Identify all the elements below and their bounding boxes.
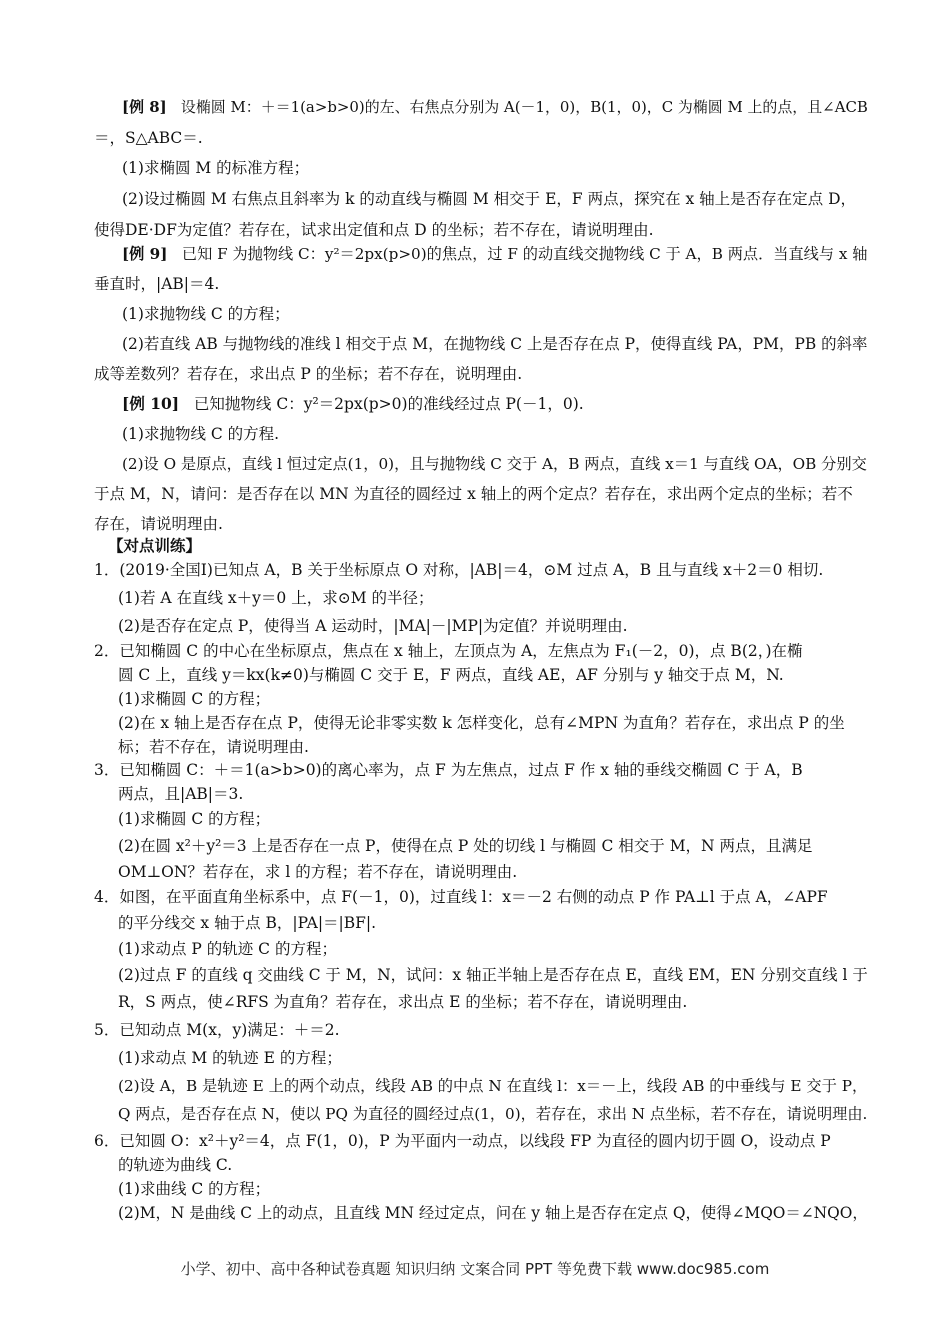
example-10-q1: (1)求抛物线 C 的方程. [122, 425, 280, 443]
problem-5-stem: 5．已知动点 M(x，y)满足：＋＝2. [94, 1021, 340, 1039]
example-10-q2-line-3: 存在，请说明理由. [94, 515, 223, 533]
problem-1-stem: 1．(2019·全国Ⅰ)已知点 A，B 关于坐标原点 O 对称，|AB|＝4，⊙M 过点 A，B 且与直线 x＋2＝0 相切. [94, 561, 824, 579]
problem-6-stem-line-2: 的轨迹为曲线 C. [118, 1156, 233, 1174]
example-9-line-2: 垂直时，|AB|＝4. [94, 275, 220, 293]
example-8-line-1 [122, 97, 868, 117]
example-8-text: 设椭圆 M：＋＝1(a>b>0)的左、右焦点分别为 A(－1，0)，B(1，0)，C 为椭圆 M 上的点，且∠ACB [180, 98, 868, 116]
problem-1-q2: (2)是否存在定点 P，使得当 A 运动时，|MA|－|MP|为定值？并说明理由. [118, 617, 628, 635]
problem-2-q2-line-2: 标；若不存在，请说明理由. [118, 738, 309, 756]
problem-5-q2-line-2: Q 两点，是否存在点 N，使以 PQ 为直径的圆经过点(1，0)，若存在，求出 N 点坐标，若不存在，请说明理由. [118, 1105, 868, 1123]
problem-4-q2-line-1: (2)过点 F 的直线 q 交曲线 C 于 M，N，试问：x 轴正半轴上是否存在点 E，直线 EM，EN 分别交直线 l 于 [118, 966, 868, 984]
example-9-q2-line-2: 成等差数列？若存在，求出点 P 的坐标；若不存在，说明理由. [94, 365, 523, 383]
problem-3-stem-line-1: 3．已知椭圆 C：＋＝1(a>b>0)的离心率为，点 F 为左焦点，过点 F 作 x 轴的垂线交椭圆 C 于 A，B [94, 761, 803, 779]
example-10-text: 已知抛物线 C：y²＝2px(p>0)的准线经过点 P(－1，0). [193, 395, 584, 413]
problem-5-q1: (1)求动点 M 的轨迹 E 的方程； [118, 1049, 342, 1067]
problem-1-q1: (1)若 A 在直线 x＋y＝0 上，求⊙M 的半径； [118, 589, 434, 607]
example-9-line-1 [122, 244, 867, 264]
problem-2-q2-line-1: (2)在 x 轴上是否存在点 P，使得无论非零实数 k 怎样变化，总有∠MPN 为直角？若存在，求出点 P 的坐 [118, 714, 845, 732]
example-8-q1: (1)求椭圆 M 的标准方程； [122, 159, 310, 177]
problem-3-q2-line-1: (2)在圆 x²＋y²＝3 上是否存在一点 P，使得在点 P 处的切线 l 与椭圆 C 相交于 M，N 两点，且满足 [118, 837, 813, 855]
problem-6-stem-line-1: 6．已知圆 O：x²＋y²＝4，点 F(1，0)，P 为平面内一动点，以线段 FP 为直径的圆内切于圆 O，设动点 P [94, 1132, 831, 1150]
footer-watermark: 小学、初中、高中各种试卷真题 知识归纳 文案合同 PPT 等免费下载 www.doc985.com [180, 1260, 770, 1278]
example-8-q2-line-2: 使得DE·DF为定值？若存在，试求出定值和点 D 的坐标；若不存在，请说明理由. [94, 221, 654, 239]
section-title: 【对点训练】 [108, 536, 202, 555]
example-8-label: [例 8] [122, 98, 167, 116]
example-8-line-2: ＝，S△ABC＝. [94, 129, 203, 147]
problem-6-q2: (2)M，N 是曲线 C 上的动点，且直线 MN 经过定点，问在 y 轴上是否存在定点 Q，使得∠MQO＝∠NQO， [118, 1204, 868, 1222]
problem-2-stem-line-2: 圆 C 上，直线 y＝kx(k≠0)与椭圆 C 交于 E，F 两点，直线 AE，AF 分别与 y 轴交于点 M，N. [118, 666, 784, 684]
problem-5-q2-line-1: (2)设 A，B 是轨迹 E 上的两个动点，线段 AB 的中点 N 在直线 l：x＝－上，线段 AB 的中垂线与 E 交于 P， [118, 1077, 868, 1095]
problem-4-q2-line-2: R，S 两点，使∠RFS 为直角？若存在，求出点 E 的坐标；若不存在，请说明理由. [118, 993, 688, 1011]
problem-3-q1: (1)求椭圆 C 的方程； [118, 810, 271, 828]
problem-4-stem-line-1: 4．如图，在平面直角坐标系中，点 F(－1，0)，过直线 l：x＝－2 右侧的动点 P 作 PA⊥l 于点 A，∠APF [94, 888, 828, 906]
example-8-q2-line-1: (2)设过椭圆 M 右焦点且斜率为 k 的动直线与椭圆 M 相交于 E，F 两点，探究在 x 轴上是否存在定点 D， [122, 190, 857, 208]
example-9-q2-line-1: (2)若直线 AB 与抛物线的准线 l 相交于点 M，在抛物线 C 上是否存在点 P，使得直线 PA，PM，PB 的斜率 [122, 335, 868, 353]
example-9-text: 已知 F 为抛物线 C：y²＝2px(p>0)的焦点，过 F 的动直线交抛物线 C 于 A，B 两点．当直线与 x 轴 [181, 245, 868, 263]
example-10-q2-line-1: (2)设 O 是原点，直线 l 恒过定点(1，0)，且与抛物线 C 交于 A，B 两点，直线 x＝1 与直线 OA，OB 分别交 [122, 455, 867, 473]
problem-3-stem-line-2: 两点，且|AB|＝3. [118, 785, 244, 803]
example-10-line-1 [122, 394, 584, 414]
example-9-label: [例 9] [122, 245, 168, 263]
example-10-q2-line-2: 于点 M，N，请问：是否存在以 MN 为直径的圆经过 x 轴上的两个定点？若存在，求出两个定点的坐标；若不 [94, 485, 853, 503]
problem-2-stem-line-1: 2．已知椭圆 C 的中心在坐标原点，焦点在 x 轴上，左顶点为 A，左焦点为 F₁(－2，0)，点 B(2，)在椭 [94, 642, 803, 660]
problem-6-q1: (1)求曲线 C 的方程； [118, 1180, 271, 1198]
problem-4-stem-line-2: 的平分线交 x 轴于点 B，|PA|＝|BF|. [118, 914, 377, 932]
problem-3-q2-line-2: OM⊥ON？若存在，求 l 的方程；若不存在，请说明理由. [118, 863, 518, 881]
example-10-label: [例 10] [122, 394, 180, 413]
problem-2-q1: (1)求椭圆 C 的方程； [118, 690, 271, 708]
example-9-q1: (1)求抛物线 C 的方程； [122, 305, 290, 323]
problem-4-q1: (1)求动点 P 的轨迹 C 的方程； [118, 940, 337, 958]
